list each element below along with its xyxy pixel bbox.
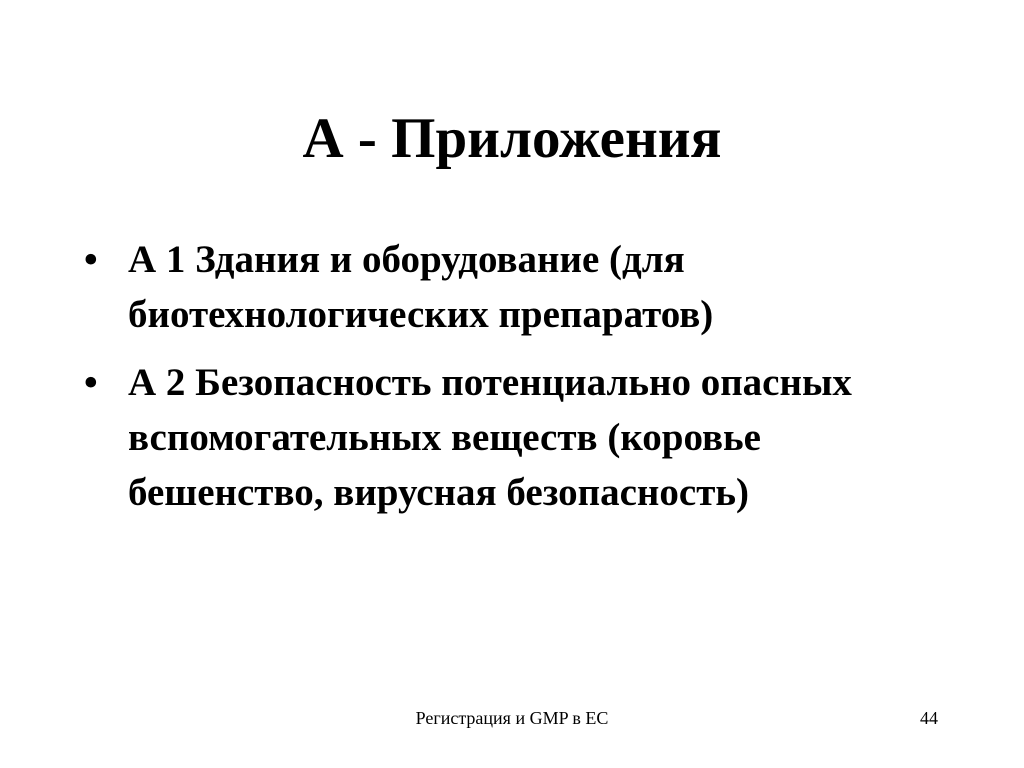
bullet-icon: • xyxy=(84,238,98,281)
footer-text: Регистрация и GMP в ЕС xyxy=(415,708,609,728)
bullet-icon: • xyxy=(84,361,98,404)
bullet-item xyxy=(84,355,964,520)
page-number: 44 xyxy=(920,708,938,728)
bullet-list xyxy=(84,232,964,533)
bullet-text: А 2 Безопасность потенциально опасных вспомогательных веществ (коровье бешенство, вирусная безопасность) xyxy=(128,361,852,514)
bullet-item xyxy=(84,232,964,342)
bullet-text: А 1 Здания и оборудование (для биотехнологических препаратов) xyxy=(128,238,714,336)
slide-title: А - Приложения xyxy=(302,107,722,170)
